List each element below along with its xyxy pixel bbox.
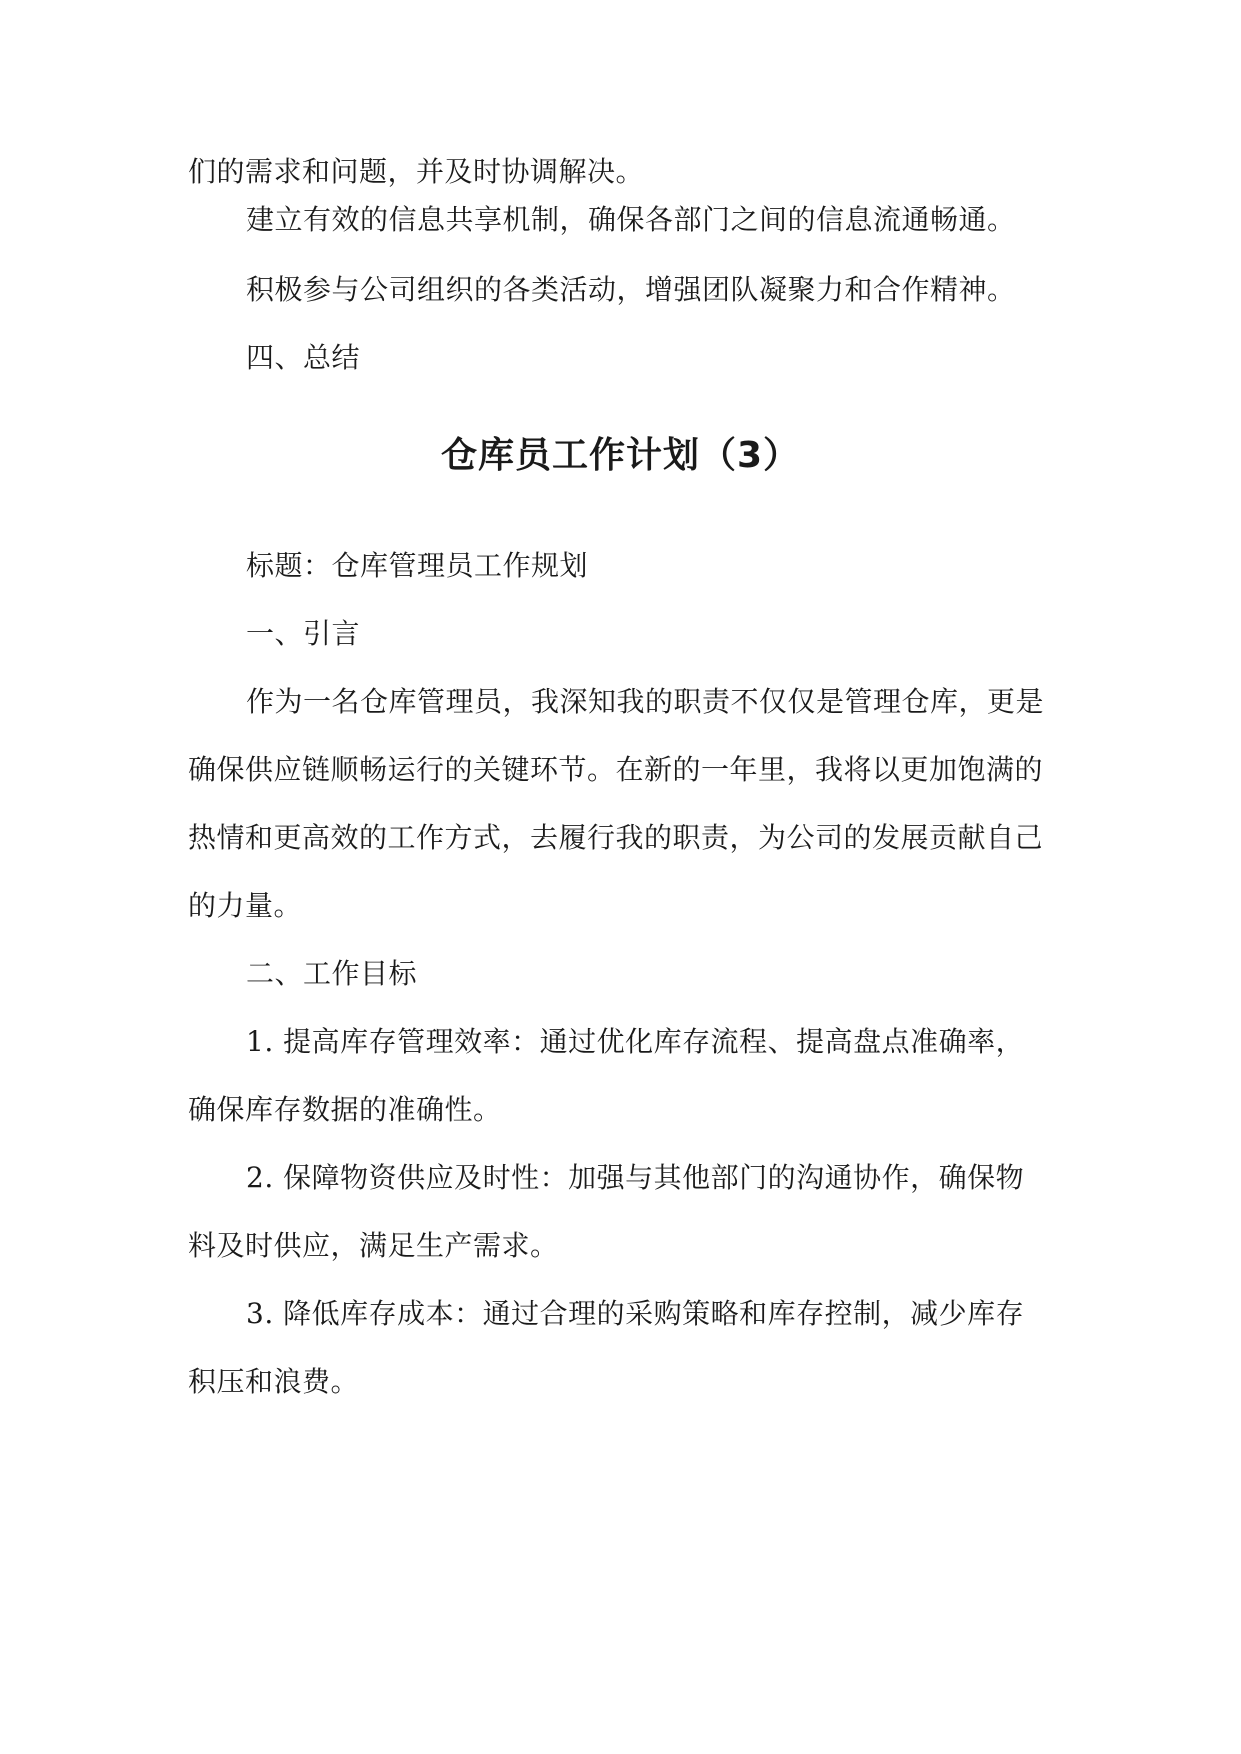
paragraph-line: 建立有效的信息共享机制，确保各部门之间的信息流通畅通。 bbox=[246, 203, 1016, 236]
paragraph-line: 的力量。 bbox=[188, 889, 303, 922]
list-item-line: 积压和浪费。 bbox=[188, 1365, 360, 1398]
section-heading-goals: 二、工作目标 bbox=[246, 957, 418, 990]
section-heading-intro: 一、引言 bbox=[246, 617, 361, 650]
list-item-line: 确保库存数据的准确性。 bbox=[188, 1093, 502, 1126]
list-item-line: 3. 降低库存成本：通过合理的采购策略和库存控制，减少库存 bbox=[246, 1297, 1025, 1330]
paragraph-line: 确保供应链顺畅运行的关键环节。在新的一年里，我将以更加饱满的 bbox=[188, 753, 1044, 786]
subtitle-line: 标题：仓库管理员工作规划 bbox=[246, 549, 589, 582]
list-item-line: 1. 提高库存管理效率：通过优化库存流程、提高盘点准确率， bbox=[246, 1025, 1025, 1058]
section-heading-summary: 四、总结 bbox=[246, 341, 361, 374]
paragraph-line: 积极参与公司组织的各类活动，增强团队凝聚力和合作精神。 bbox=[246, 273, 1016, 306]
paragraph-line: 们的需求和问题，并及时协调解决。 bbox=[188, 155, 645, 188]
document-title: 仓库员工作计划（3） bbox=[440, 435, 801, 476]
list-item-line: 料及时供应，满足生产需求。 bbox=[188, 1229, 559, 1262]
paragraph-line: 热情和更高效的工作方式，去履行我的职责，为公司的发展贡献自己 bbox=[188, 821, 1044, 854]
list-item-line: 2. 保障物资供应及时性：加强与其他部门的沟通协作，确保物 bbox=[246, 1161, 1025, 1194]
paragraph-line: 作为一名仓库管理员，我深知我的职责不仅仅是管理仓库，更是 bbox=[246, 685, 1045, 718]
